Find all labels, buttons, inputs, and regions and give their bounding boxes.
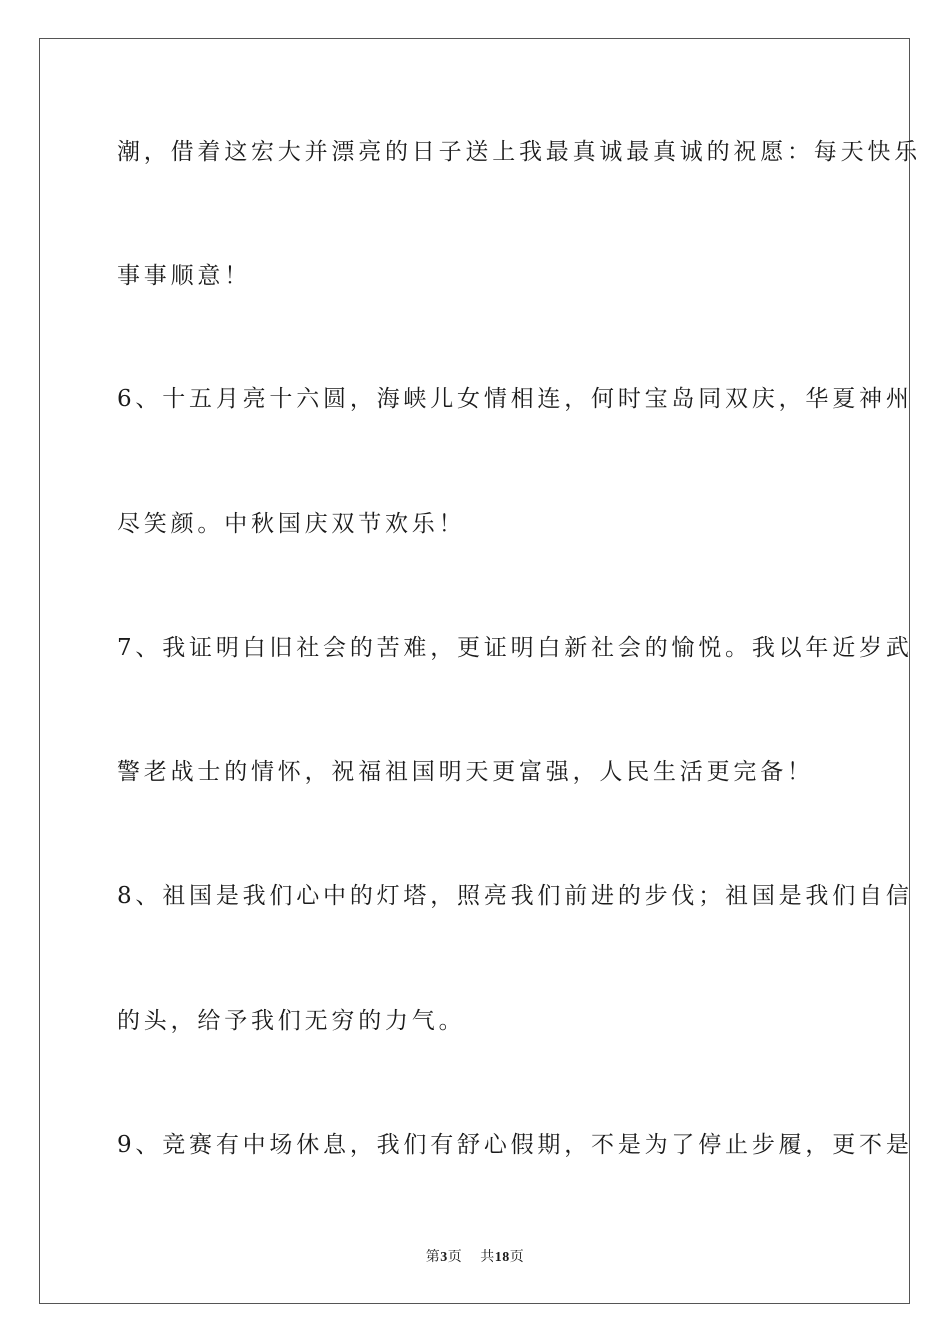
text-line-3: 6、十五月亮十六圆，海峡儿女情相连，何时宝岛同双庆，华夏神州 xyxy=(117,386,913,412)
text-line-7: 8、祖国是我们心中的灯塔，照亮我们前进的步伐；祖国是我们自信 xyxy=(117,883,913,909)
current-page-number: 3 xyxy=(440,1250,448,1265)
text-line-2: 事事顺意！ xyxy=(117,263,251,289)
text-line-8: 的头，给予我们无穷的力气。 xyxy=(117,1008,466,1034)
text-line-6: 警老战士的情怀，祝福祖国明天更富强，人民生活更完备！ xyxy=(117,759,814,785)
page-border xyxy=(39,38,921,1304)
text-line-4: 尽笑颜。中秋国庆双节欢乐！ xyxy=(117,511,466,537)
total-label-suffix: 页 xyxy=(509,1249,525,1265)
text-line-5: 7、我证明白旧社会的苦难，更证明白新社会的愉悦。我以年近岁武 xyxy=(117,635,913,661)
page-label-prefix: 第 xyxy=(425,1249,441,1265)
page-footer xyxy=(0,1248,950,1267)
total-label-prefix: 共 xyxy=(480,1249,495,1265)
text-line-9: 9、竞赛有中场休息，我们有舒心假期，不是为了停止步履，更不是 xyxy=(117,1132,913,1158)
total-pages-number: 18 xyxy=(494,1250,510,1265)
page-label-suffix: 页 xyxy=(447,1249,463,1265)
text-line-1: 潮，借着这宏大并漂亮的日子送上我最真诚最真诚的祝愿：每天快乐 xyxy=(117,139,921,165)
